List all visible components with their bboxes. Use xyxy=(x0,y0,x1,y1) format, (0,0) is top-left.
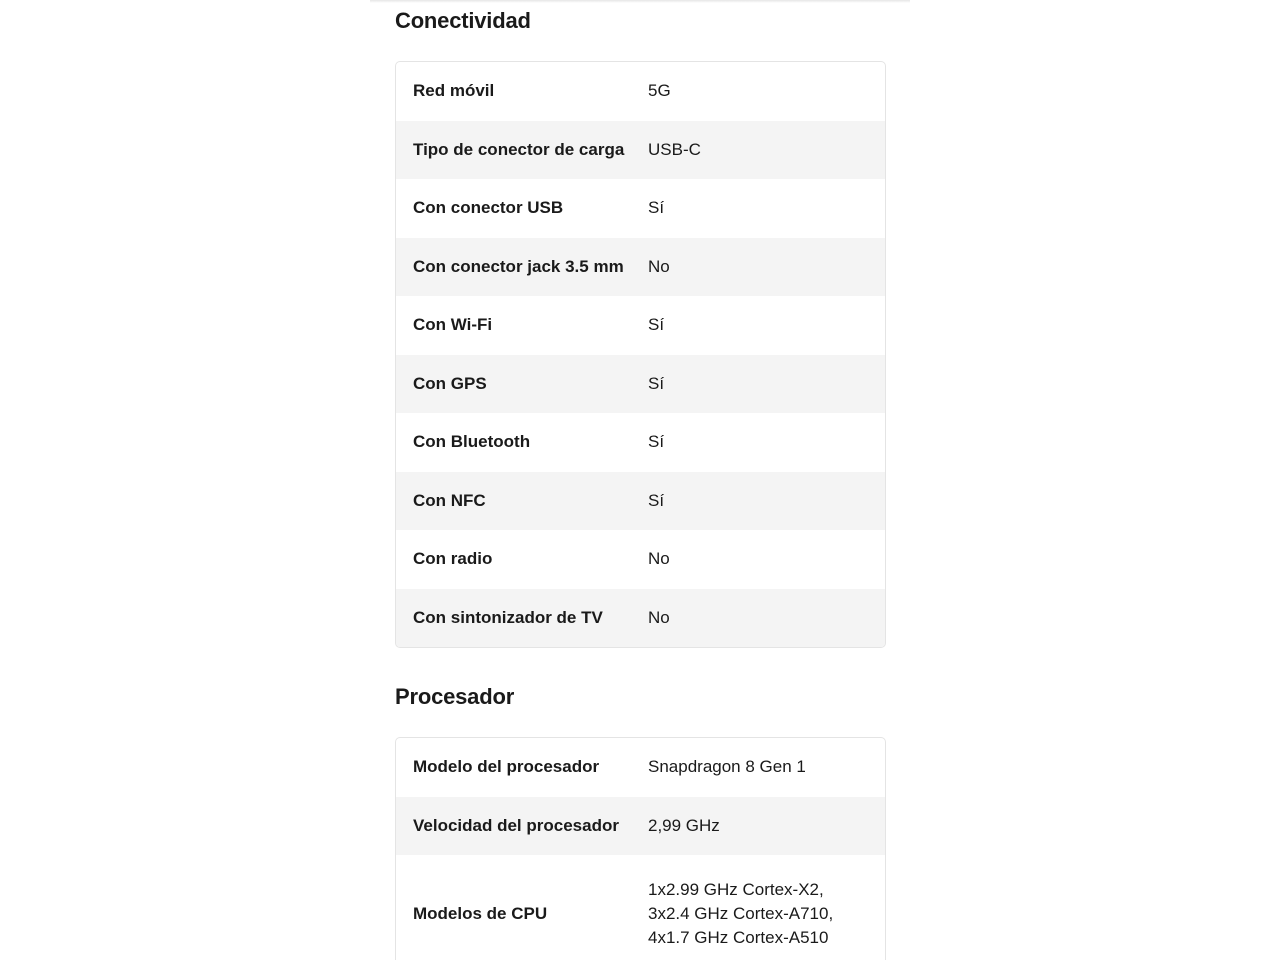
spec-value: Sí xyxy=(648,490,665,510)
section-title-conectividad: Conectividad xyxy=(395,8,531,33)
spec-row xyxy=(396,296,885,355)
spec-value: 2,99 GHz xyxy=(648,815,720,835)
spec-value-line: 1x2.99 GHz Cortex-X2, xyxy=(648,880,824,899)
spec-row xyxy=(396,855,885,960)
spec-value: No xyxy=(648,549,670,569)
spec-value-multiline xyxy=(648,878,885,950)
spec-value: USB-C xyxy=(648,139,701,159)
spec-value: Snapdragon 8 Gen 1 xyxy=(648,757,806,777)
spec-label: Velocidad del procesador xyxy=(413,815,619,835)
spec-label: Modelos de CPU xyxy=(413,904,548,923)
spec-table-procesador xyxy=(395,737,886,960)
spec-label: Con conector jack 3.5 mm xyxy=(413,256,624,276)
spec-value-line: 4x1.7 GHz Cortex-A510 xyxy=(648,928,829,947)
specs-column xyxy=(395,0,886,960)
spec-label: Con radio xyxy=(413,549,493,569)
spec-value: Sí xyxy=(648,432,665,452)
spec-row xyxy=(396,589,885,648)
spec-value: 5G xyxy=(648,81,671,101)
spec-label: Con Wi-Fi xyxy=(413,315,493,335)
spec-value: Sí xyxy=(648,315,665,335)
spec-label: Con Bluetooth xyxy=(413,432,531,452)
spec-label: Tipo de conector de carga xyxy=(413,139,625,159)
spec-label: Con conector USB xyxy=(413,198,564,218)
spec-label: Red móvil xyxy=(413,81,495,101)
spec-row xyxy=(396,238,885,297)
spec-row xyxy=(396,413,885,472)
spec-label: Modelo del procesador xyxy=(413,757,600,777)
spec-label: Con sintonizador de TV xyxy=(413,607,603,627)
spec-row xyxy=(396,738,885,797)
spec-value: No xyxy=(648,607,670,627)
spec-row xyxy=(396,179,885,238)
spec-row xyxy=(396,472,885,531)
spec-row xyxy=(396,797,885,856)
spec-label: Con GPS xyxy=(413,373,487,393)
spec-value-line: 3x2.4 GHz Cortex-A710, xyxy=(648,904,834,923)
spec-row xyxy=(396,355,885,414)
spec-value: Sí xyxy=(648,373,665,393)
section-title-procesador: Procesador xyxy=(395,684,515,709)
spec-row xyxy=(396,530,885,589)
spec-value: No xyxy=(648,256,670,276)
spec-value: Sí xyxy=(648,198,665,218)
spec-row xyxy=(396,121,885,180)
spec-table-conectividad xyxy=(395,61,886,648)
spec-label: Con NFC xyxy=(413,490,486,510)
spec-row xyxy=(396,62,885,121)
